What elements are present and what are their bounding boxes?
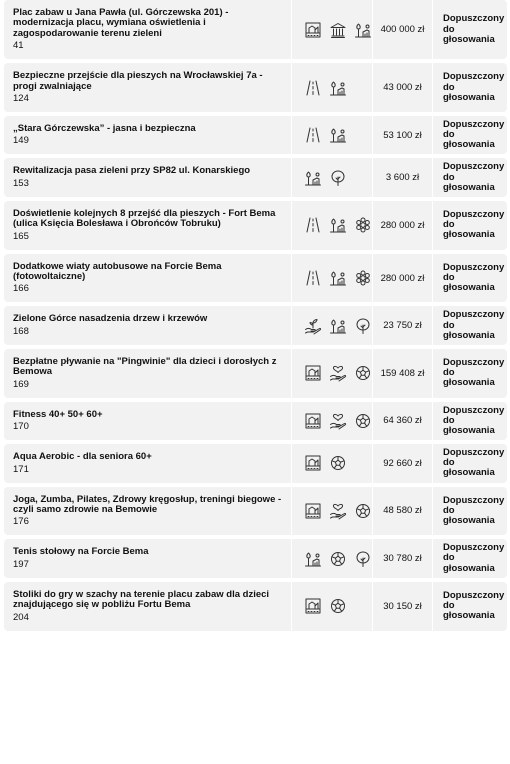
sport-icon	[354, 502, 372, 520]
project-title[interactable]: Joga, Zumba, Pilates, Zdrowy kręgosłup, treningi biegowe - czyli samo zdrowie na Bemowie	[13, 493, 282, 515]
kids-icon	[304, 502, 322, 520]
category-icons	[292, 306, 373, 344]
project-title[interactable]: Fitness 40+ 50+ 60+	[13, 408, 103, 420]
sport-icon	[354, 364, 372, 382]
category-icons	[292, 582, 373, 631]
project-number: 165	[13, 230, 29, 242]
project-row[interactable]	[4, 402, 507, 440]
project-status: Dopuszczony do głosowania	[443, 261, 505, 294]
project-cost: 280 000 zł	[373, 254, 433, 303]
project-status: Dopuszczony do głosowania	[443, 208, 505, 241]
project-number: 168	[13, 325, 29, 337]
category-icons	[292, 158, 373, 196]
project-cost: 3 600 zł	[373, 158, 433, 196]
project-title[interactable]: Plac zabaw u Jana Pawła (ul. Górczewska 201) - modernizacja placu, wymiana oświetlenia i zagospodarowanie terenu zieleni	[13, 7, 229, 39]
greenery-icon	[329, 126, 347, 144]
project-title[interactable]: Stoliki do gry w szachy na terenie placu zabaw dla dzieci znajdującego się w pobliżu Fortu Bema	[13, 588, 270, 611]
greenery-icon	[329, 269, 347, 287]
project-row[interactable]	[4, 349, 507, 398]
greenery-icon	[304, 550, 322, 568]
project-row[interactable]	[4, 254, 507, 303]
project-status: Dopuszczony do głosowania	[443, 356, 505, 389]
sport-icon	[354, 412, 372, 430]
road-icon	[304, 269, 322, 287]
kids-icon	[304, 412, 322, 430]
road-icon	[304, 126, 322, 144]
category-icons	[292, 116, 373, 154]
project-status: Dopuszczony do głosowania	[443, 118, 505, 151]
project-cost: 30 150 zł	[373, 582, 433, 631]
project-cost: 23 750 zł	[373, 306, 433, 344]
project-row[interactable]	[4, 63, 507, 112]
project-title[interactable]: „Stara Górczewska” - jasna i bezpieczna	[13, 123, 196, 135]
project-number: 166	[13, 283, 29, 295]
project-row[interactable]	[4, 306, 507, 344]
category-icons	[292, 402, 373, 440]
sport-icon	[329, 454, 347, 472]
greenery-icon	[329, 216, 347, 234]
kids-icon	[304, 454, 322, 472]
project-number: 204	[13, 611, 29, 623]
project-title[interactable]: Zielone Górce nasadzenia drzew i krzewów	[13, 313, 208, 325]
project-row[interactable]	[4, 0, 507, 59]
project-status: Dopuszczony do głosowania	[443, 589, 505, 622]
category-icons	[292, 201, 373, 250]
project-title-cell	[4, 582, 292, 631]
health-icon	[329, 502, 347, 520]
project-status: Dopuszczony do głosowania	[443, 161, 505, 193]
project-row[interactable]	[4, 158, 507, 196]
project-cost: 92 660 zł	[373, 444, 433, 482]
project-cost: 280 000 zł	[373, 201, 433, 250]
project-title-cell	[4, 444, 292, 482]
category-icons	[292, 487, 373, 536]
road-icon	[304, 79, 322, 97]
project-title-cell	[4, 487, 292, 536]
safety-icon	[354, 216, 372, 234]
greenery-icon	[329, 79, 347, 97]
project-number: 197	[13, 558, 29, 570]
kids-icon	[304, 597, 322, 615]
project-number: 41	[13, 40, 24, 52]
project-status: Dopuszczony do głosowania	[443, 542, 505, 574]
project-status: Dopuszczony do głosowania	[443, 494, 505, 526]
category-icons	[292, 444, 373, 482]
category-icons	[292, 539, 373, 577]
greenery-icon	[329, 317, 347, 335]
project-row[interactable]	[4, 444, 507, 482]
project-row[interactable]	[4, 487, 507, 536]
project-row[interactable]	[4, 539, 507, 577]
project-title[interactable]: Dodatkowe wiaty autobusowe na Forcie Bema (fotowoltaiczne)	[13, 260, 222, 283]
project-cost: 400 000 zł	[373, 0, 433, 59]
project-number: 176	[13, 516, 29, 528]
project-status: Dopuszczony do głosowania	[443, 13, 505, 45]
project-status: Dopuszczony do głosowania	[443, 404, 505, 436]
tree-icon	[354, 317, 372, 335]
project-number: 149	[13, 135, 29, 147]
safety-icon	[354, 269, 372, 287]
project-number: 153	[13, 177, 29, 189]
greenery-icon	[354, 21, 372, 39]
project-title-cell	[4, 539, 292, 577]
category-icons	[292, 0, 373, 59]
project-title-cell	[4, 116, 292, 154]
project-title-cell	[4, 254, 292, 303]
sport-icon	[329, 550, 347, 568]
project-number: 169	[13, 378, 29, 390]
project-row[interactable]	[4, 201, 507, 250]
project-number: 170	[13, 421, 29, 433]
health-icon	[329, 364, 347, 382]
project-title-cell	[4, 63, 292, 112]
project-cost: 48 580 zł	[373, 487, 433, 536]
project-title-cell	[4, 158, 292, 196]
tree-icon	[329, 169, 347, 187]
project-cost: 159 408 zł	[373, 349, 433, 398]
project-status: Dopuszczony do głosowania	[443, 309, 505, 341]
project-title-cell	[4, 0, 292, 59]
project-row[interactable]	[4, 116, 507, 154]
project-row[interactable]	[4, 582, 507, 631]
culture-icon	[329, 21, 347, 39]
project-number: 124	[13, 93, 29, 105]
project-title[interactable]: Rewitalizacja pasa zieleni przy SP82 ul. Konarskiego	[13, 165, 251, 177]
project-title[interactable]: Aqua Aerobic - dla seniora 60+	[13, 451, 152, 463]
project-title[interactable]: Doświetlenie kolejnych 8 przejść dla pieszych - Fort Bema (ulica Księcia Bolesława i Obrońców Tobruku)	[13, 207, 276, 230]
sport-icon	[329, 597, 347, 615]
project-cost: 43 000 zł	[373, 63, 433, 112]
tree-icon	[354, 550, 372, 568]
category-icons	[292, 254, 373, 303]
project-title[interactable]: Tenis stołowy na Forcie Bema	[13, 546, 149, 558]
plant-hand-icon	[304, 317, 322, 335]
project-title[interactable]: Bezpłatne pływanie na "Pingwinie" dla dzieci i dorosłych z Bemowa	[13, 355, 277, 378]
project-title-cell	[4, 349, 292, 398]
project-number: 171	[13, 463, 29, 475]
project-status: Dopuszczony do głosowania	[443, 71, 505, 103]
road-icon	[304, 216, 322, 234]
project-title-cell	[4, 201, 292, 250]
category-icons	[292, 63, 373, 112]
kids-icon	[304, 364, 322, 382]
kids-icon	[304, 21, 322, 39]
project-cost: 64 360 zł	[373, 402, 433, 440]
project-title-cell	[4, 306, 292, 344]
category-icons	[292, 349, 373, 398]
project-cost: 53 100 zł	[373, 116, 433, 154]
greenery-icon	[304, 169, 322, 187]
project-cost: 30 780 zł	[373, 539, 433, 577]
health-icon	[329, 412, 347, 430]
project-title[interactable]: Bezpieczne przejście dla pieszych na Wrocławskiej 7a - progi zwalniające	[13, 70, 263, 92]
project-title-cell	[4, 402, 292, 440]
project-status: Dopuszczony do głosowania	[443, 446, 505, 479]
